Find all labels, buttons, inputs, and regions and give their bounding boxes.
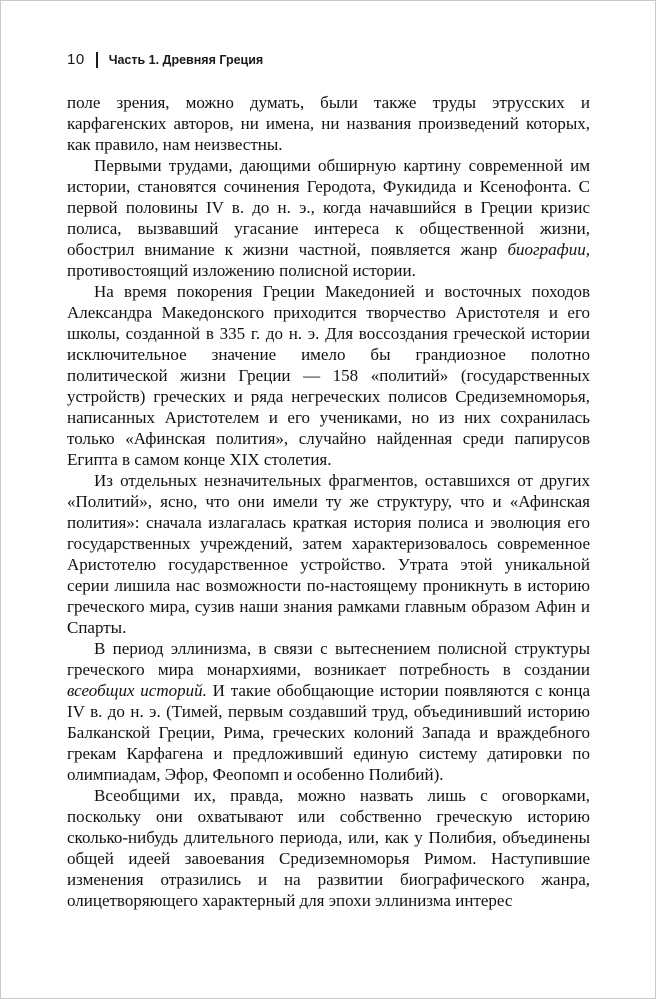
body-text: Первыми трудами, дающими обширную картину современной им истории, становятся сочинения Геродота, Фукидида и Ксенофонта. С первой половины IV в. до н. э., когда начавшийся в Греции кризис полиса, вызвавший угасание интереса к общественной жизни, обострил внимание к жизни частной, появляется жанр	[67, 156, 590, 259]
paragraph	[67, 785, 590, 911]
body-text: И такие обобщающие истории появляются с конца IV в. до н. э. (Тимей, первым создавший труд, объединивший историю Балканской Греции, Рима, греческих колоний Запада и враждебного грекам Карфагена и предложивший единую систему датировки по олимпиадам, Эфор, Феопомп и особенно Полибий).	[67, 681, 590, 784]
body-text: В период эллинизма, в связи с вытеснением полисной структуры греческого мира монархиями, возникает потребность в создании	[67, 639, 590, 679]
body-text: Из отдельных незначительных фрагментов, оставшихся от других «Политий», ясно, что они имели ту же структуру, что и «Афинская полития»: сначала излагалась краткая история полиса и эволюция его государственных учреждений, затем характеризовалось современное Аристотелю государственное устройство. Утрата этой уникальной серии лишила нас возможности по-настоящему проникнуть в историю греческого мира, сузив наши знания рамками главным образом Афин и Спарты.	[67, 471, 590, 637]
body-text: На время покорения Греции Македонией и восточных походов Александра Македонского приходится творчество Аристотеля и его школы, созданной в 335 г. до н. э. Для воссоздания греческой истории исключительное значение имело бы грандиозное полотно политической жизни Греции — 158 «политий» (государственных устройств) греческих и ряда негреческих полисов Средиземноморья, написанных Аристотелем и его учениками, но из них сохранилась только «Афинская полития», случайно найденная среди папирусов Египта в самом конце XIX столетия.	[67, 282, 590, 469]
emphasized-text: всеобщих историй.	[67, 681, 207, 700]
page-number: 10	[67, 51, 85, 68]
paragraph	[67, 470, 590, 638]
running-header	[67, 51, 590, 68]
paragraph	[67, 92, 590, 155]
body-text: Всеобщими их, правда, можно назвать лишь с оговорками, поскольку они охватывают или собственно греческую историю сколько-нибудь длительного периода, или, как у Полибия, объединены общей идеей завоевания Средиземноморья Римом. Наступившие изменения отразились и на развитии биографического жанра, олицетворяющего характерный для эпохи эллинизма интерес	[67, 786, 590, 910]
paragraph	[67, 281, 590, 470]
paragraph	[67, 155, 590, 281]
body-text: поле зрения, можно думать, были также труды этрусских и карфагенских авторов, ни имена, ни названия произведений которых, как правило, нам неизвестны.	[67, 93, 590, 154]
chapter-title: Часть 1. Древняя Греция	[108, 52, 264, 67]
page-text	[67, 92, 590, 911]
body-text: противостоящий изложению полисной истории.	[67, 261, 416, 280]
emphasized-text: биографии,	[507, 240, 590, 259]
paragraph	[67, 638, 590, 785]
header-divider	[96, 52, 98, 68]
